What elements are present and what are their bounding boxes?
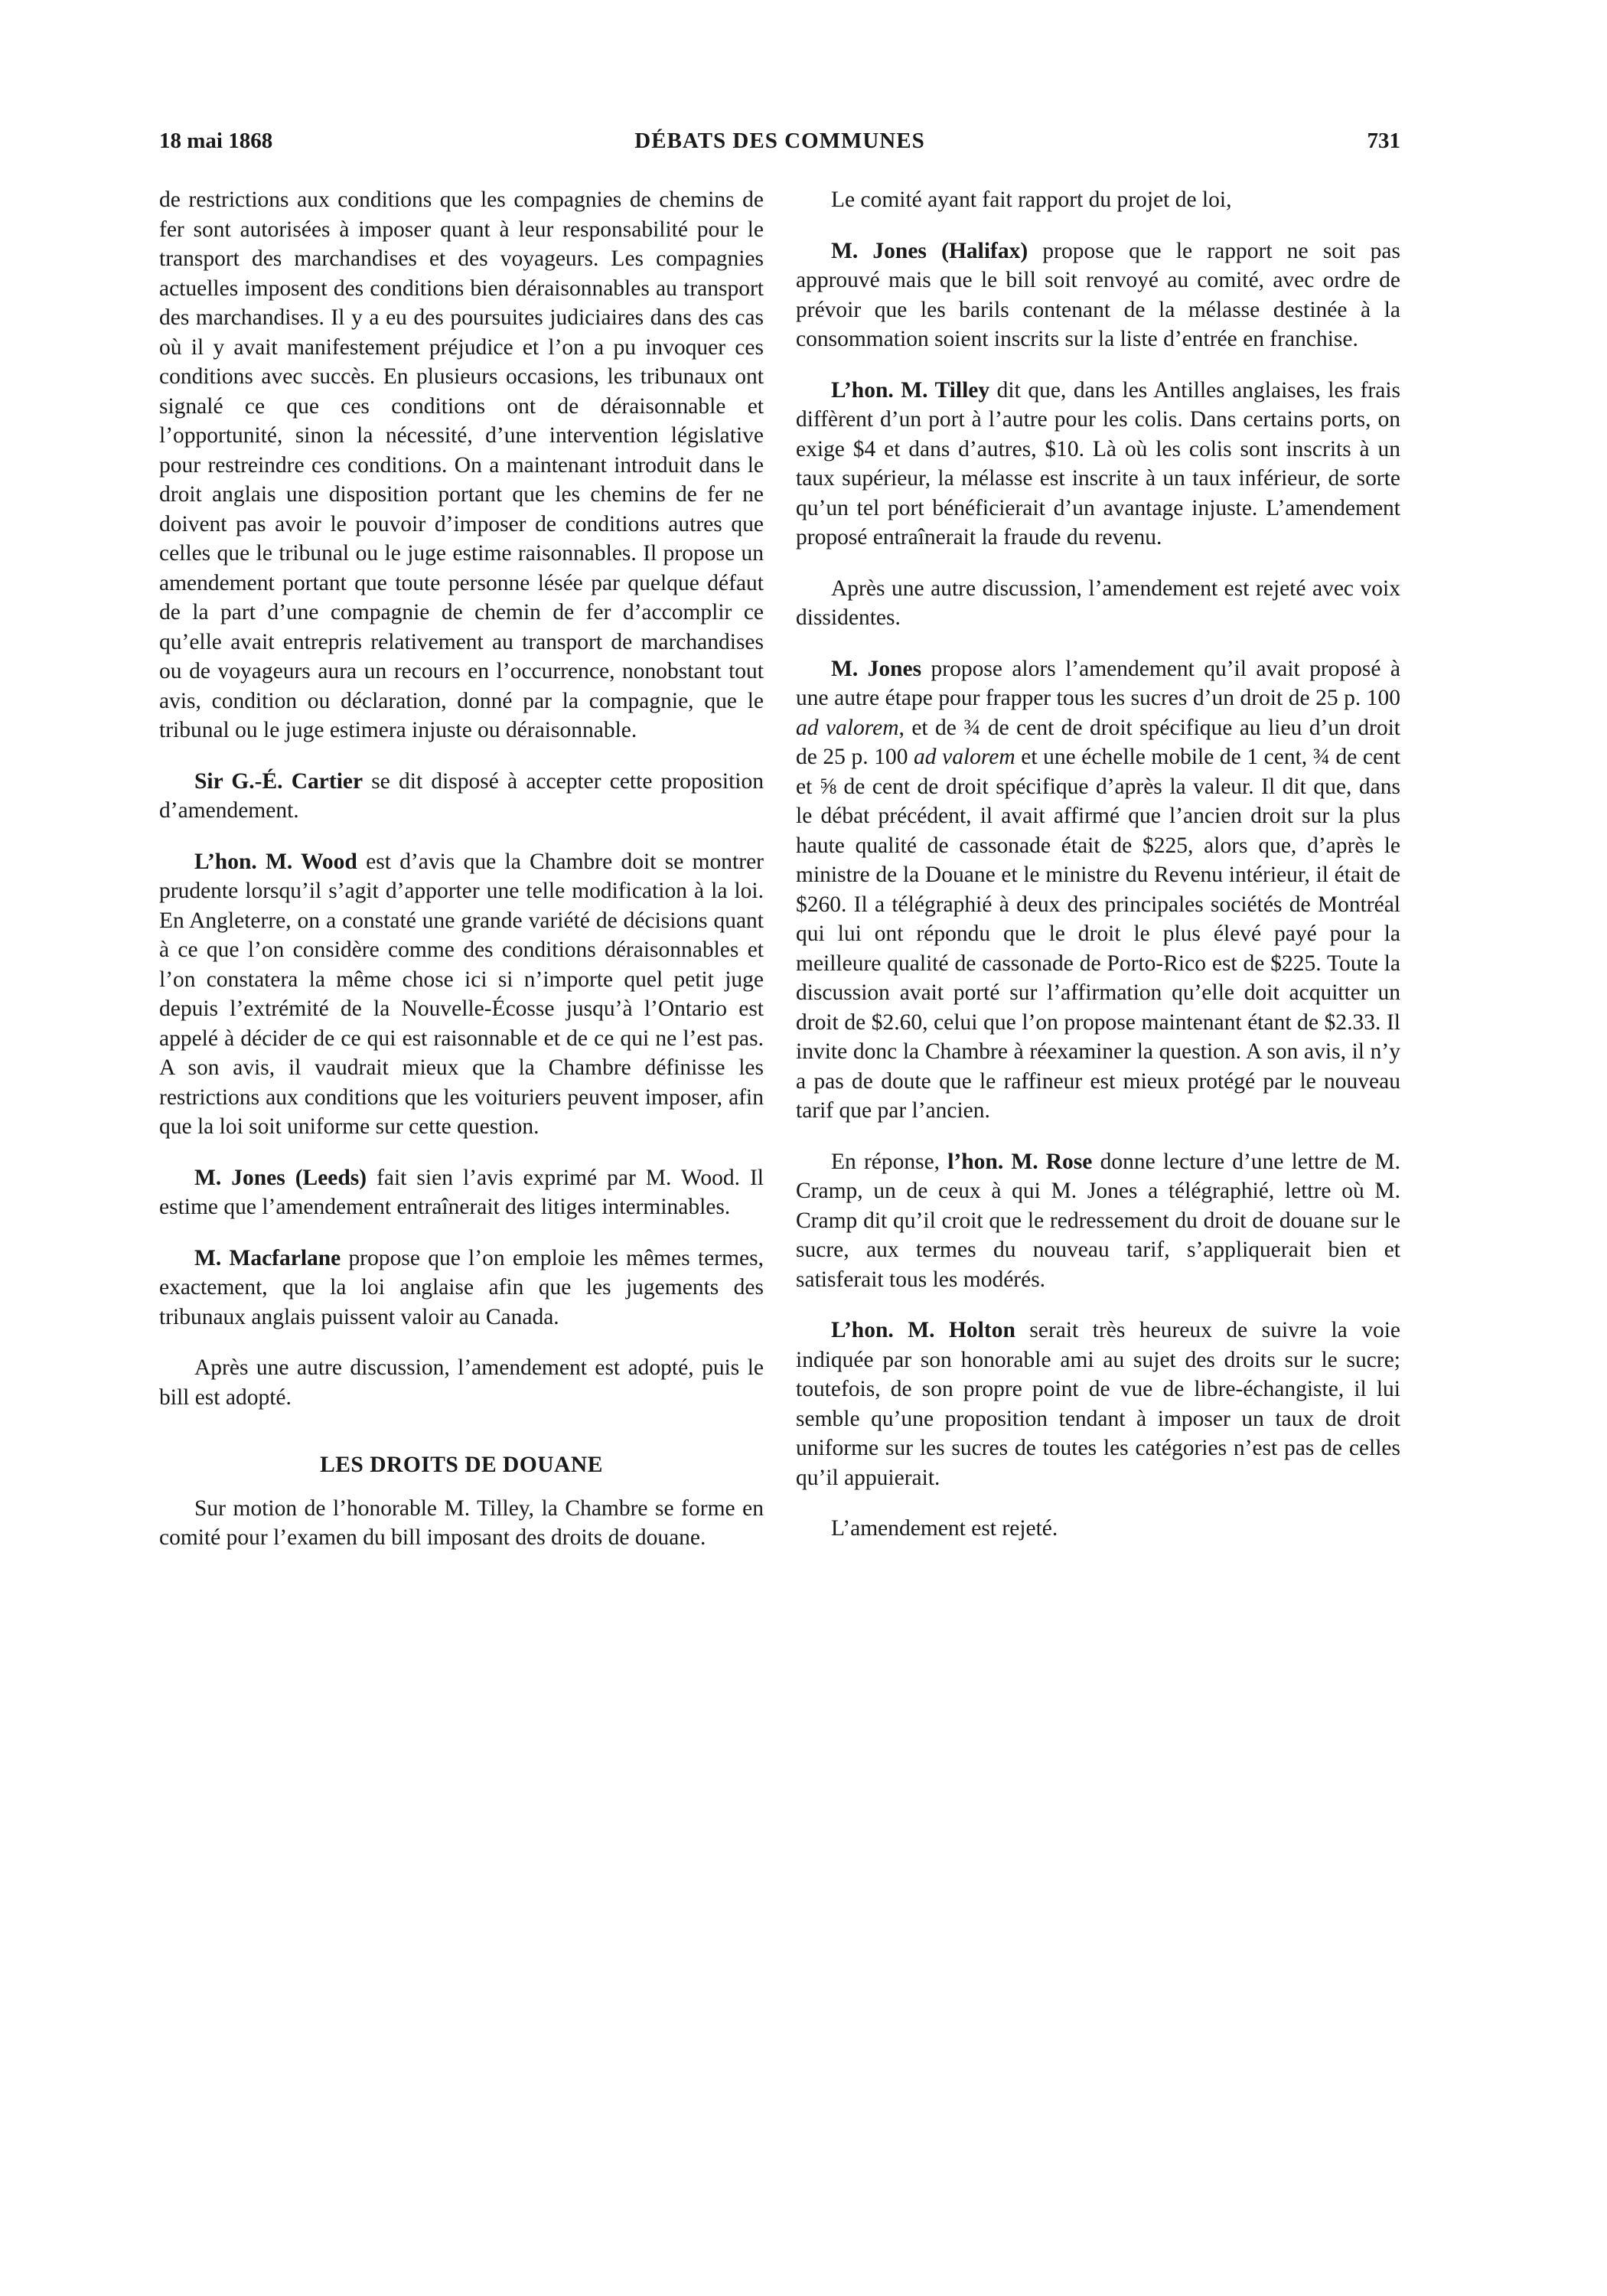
speaker-name: L’hon. M. Wood — [194, 849, 357, 874]
paragraph-text: donne lecture d’une lettre de M. Cramp, un de ceux à qui M. Jones a télégraphié, lettre où M. Cramp dit qu’il croit que le redressement du droit de douane sur le sucre, aux termes du nouveau tarif, s’appliquerait bien et satisferait tous les modérés. — [796, 1149, 1400, 1292]
section-heading: LES DROITS DE DOUANE — [320, 1453, 603, 1477]
page-header — [159, 129, 1400, 159]
paragraph — [159, 847, 764, 1142]
paragraph: L’amendement est rejeté. — [831, 1516, 1058, 1541]
paragraph — [796, 236, 1400, 354]
right-column — [796, 185, 1400, 1565]
paragraph-text: fait sien l’avis exprimé par M. Wood. Il estime que l’amendement entraînerait des litiges interminables. — [159, 1165, 764, 1219]
paragraph-text: et une échelle mobile de 1 cent, ¾ de cent et ⅝ de cent de droit spécifique d’après la valeur. Il dit que, dans le débat précédent, il avait affirmé que l’ancien droit sur la plus haute qualité de cassonade était de $225, alors que, d’après le ministre de la Douane et le ministre du Revenu intérieur, il était de $260. Il a télégraphié à deux des principales sociétés de Montréal qui lui ont répondu que le droit le plus élevé payé pour la meilleure qualité de cassonade de Porto-Rico est de $225. Toute la discussion avait porté sur l’affirmation qu’elle doit acquitter un droit de $2.60, celui que l’on propose maintenant étant de $2.33. Il invite donc la Chambre à réexaminer la question. A son avis, il n’y a pas de doute que le raffineur est mieux protégé par le nouveau tarif que par l’ancien. — [796, 745, 1400, 1123]
speaker-name: M. Jones — [831, 656, 922, 681]
speaker-name: L’hon. M. Tilley — [831, 377, 990, 403]
paragraph: de restrictions aux conditions que les compagnies de chemins de fer sont autorisées à imposer quant à leur responsabilité pour le transport des marchandises et des voyageurs. Les compagnies actuelles imposent des conditions bien déraisonnables au transport des marchandises. Il y a eu des poursuites judiciaires dans des cas où il y avait manifestement préjudice et l’on a pu invoquer ces conditions avec succès. En plusieurs occasions, les tribunaux ont signalé ce que ces conditions ont de déraisonnable et l’opportunité, sinon la nécessité, d’une intervention législative pour restreindre ces conditions. On a maintenant introduit dans le droit anglais une disposition portant que les chemins de fer ne doivent pas avoir le pouvoir d’imposer de conditions autres que celles que le tribunal ou le juge estime raisonnables. Il propose un amendement portant que toute personne lésée par quelque défaut de la part d’une compagnie de chemin de fer d’accomplir ce qu’elle avait entrepris relativement au transport de marchandises ou de voyageurs aura un recours en l’occurrence, nonobstant tout avis, condition ou déclaration, donné par la compagnie, que le tribunal ou le juge estimera injuste ou déraisonnable. — [159, 188, 764, 742]
paragraph-text: propose alors l’amendement qu’il avait proposé à une autre étape pour frapper tous les sucres d’un droit de 25 p. 100 — [796, 656, 1400, 710]
paragraph — [159, 767, 764, 826]
paragraph — [796, 654, 1400, 1126]
paragraph: Après une autre discussion, l’amendement est rejeté avec voix dissidentes. — [796, 576, 1400, 630]
paragraph-text: se dit disposé à accepter cette proposition d’amendement. — [159, 768, 764, 823]
header-title: DÉBATS DES COMMUNES — [634, 129, 925, 153]
speaker-name: M. Jones (Leeds) — [194, 1165, 367, 1190]
paragraph-text: serait très heureux de suivre la voie indiquée par son honorable ami au sujet des droits sur le sucre; toutefois, de son propre point de vue de libre-échangiste, il lui semble qu’une proposition tendant à imposer un taux de droit uniforme sur les sucres de toutes les catégories n’est pas de celles qu’il appuierait. — [796, 1318, 1400, 1490]
italic-term: ad valorem — [914, 745, 1015, 769]
paragraph: Sur motion de l’honorable M. Tilley, la Chambre se forme en comité pour l’examen du bill imposant des droits de douane. — [159, 1495, 764, 1550]
paragraph-text: En réponse, — [831, 1149, 948, 1174]
page-number: 731 — [1367, 129, 1400, 153]
left-column — [159, 185, 764, 1574]
speaker-name: M. Macfarlane — [194, 1245, 341, 1270]
paragraph-text: dit que, dans les Antilles anglaises, les frais diffèrent d’un port à l’autre pour les colis. Dans certains ports, on exige $4 et dans d’autres, $10. Là où les colis sont inscrits à un taux supérieur, la mélasse est inscrite à un taux inférieur, de sorte qu’un tel port bénéficierait d’un avantage injuste. L’amendement proposé entraînerait la fraude du revenu. — [796, 377, 1400, 550]
paragraph-text: propose que l’on emploie les mêmes termes, exactement, que la loi anglaise afin que les jugements des tribunaux anglais puissent valoir au Canada. — [159, 1245, 764, 1329]
italic-term: ad valorem — [796, 715, 899, 740]
paragraph-text: , et de ¾ de cent de droit spécifique au lieu d’un droit de 25 p. 100 — [796, 715, 1401, 769]
paragraph — [796, 1147, 1400, 1295]
speaker-name: M. Jones (Halifax) — [831, 238, 1028, 263]
speaker-name: l’hon. M. Rose — [947, 1149, 1093, 1174]
speaker-name: L’hon. M. Holton — [831, 1318, 1015, 1342]
paragraph: Le comité ayant fait rapport du projet de loi, — [831, 188, 1232, 212]
paragraph — [796, 1316, 1400, 1492]
header-date: 18 mai 1868 — [159, 129, 273, 153]
paragraph — [796, 376, 1400, 553]
paragraph-text: est d’avis que la Chambre doit se montrer prudente lorsqu’il s’agit d’apporter une telle modification à la loi. En Angleterre, on a constaté une grande variété de décisions quant à ce que l’on considère comme des conditions déraisonnables et l’on constatera la même chose ici si n’importe quel petit juge depuis l’extrémité de la Nouvelle-Écosse jusqu’à l’Ontario est appelé à décider de ce qui est raisonnable et de ce qui ne l’est pas. A son avis, il vaudrait mieux que la Chambre définisse les restrictions aux conditions que les voituriers peuvent imposer, afin que la loi soit uniforme sur cette question. — [159, 849, 764, 1139]
paragraph-text: propose que le rapport ne soit pas approuvé mais que le bill soit renvoyé au comité, avec ordre de prévoir que les barils contenant de la mélasse destinée à la consommation soient inscrits sur la liste d’entrée en franchise. — [796, 238, 1400, 351]
speaker-name: Sir G.-É. Cartier — [194, 768, 363, 794]
paragraph: Après une autre discussion, l’amendement est adopté, puis le bill est adopté. — [159, 1355, 764, 1410]
paragraph — [159, 1163, 764, 1222]
paragraph — [159, 1244, 764, 1332]
